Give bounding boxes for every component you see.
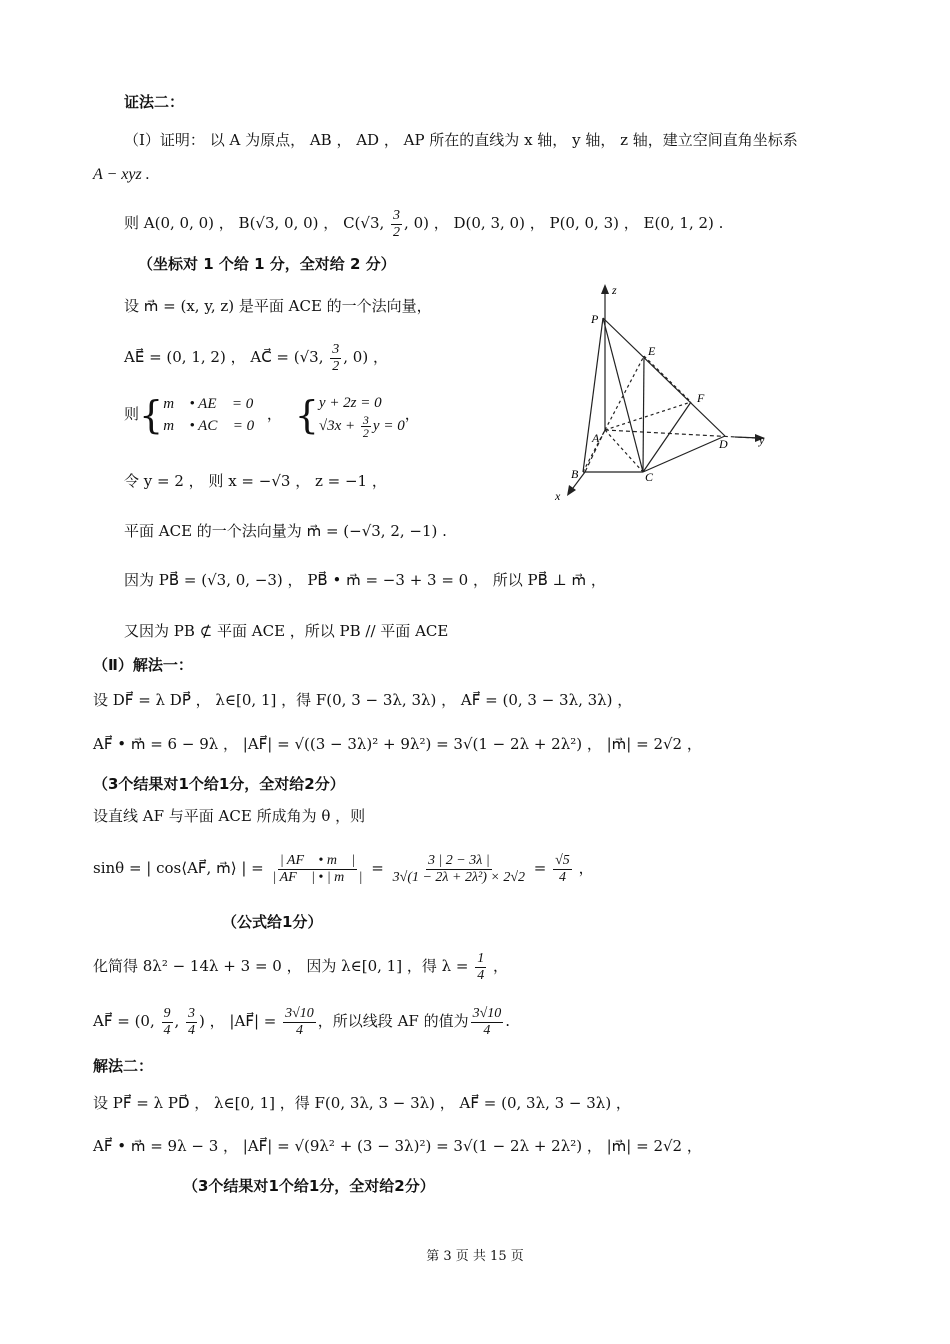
coords-fraction	[391, 208, 402, 241]
sine-fraction-1: $\frac{| AF⃗ • m⃗ |}{| AF⃗ | • | m⃗ |}$	[272, 852, 363, 885]
angle-definition: 设直线 AF 与平面 ACE 所成角为 θ ，则	[93, 807, 366, 825]
sine-formula: sinθ = | cos⟨AF⃗, m⃗⟩ | = $\frac{| AF⃗ • m⃗ |}{| AF⃗ | • | m⃗ |}$ = $\frac{3 | 2 - 3\lambda |}{\text{3√(1 − 2λ + 2λ²) × 2√2}}$ = $\frac{√5}{4}$ ，	[93, 852, 594, 885]
label-b: B	[571, 467, 579, 481]
score-note-2: （3个结果对1个给1分，全对给2分）	[93, 775, 345, 793]
y-axis-hidden	[605, 430, 755, 438]
ae-ac-vectors	[124, 338, 388, 376]
segment-ae	[605, 356, 644, 430]
label-p: P	[591, 312, 599, 326]
part1-intro: （Ⅰ）证明： 以 A 为原点， AB ， AD ， AP 所在的直线为 x 轴， y 轴， z 轴，建立空间直角坐标系	[124, 131, 798, 149]
equation-system: 则{ m⃗ • AE⃗ = 0 m⃗ • AC⃗ = 0 ， { y + 2z = 0 √3x + $\frac{3}{2}$ y = 0 ，	[124, 393, 420, 440]
label-c: C	[645, 470, 654, 484]
label-z: z	[612, 283, 617, 297]
label-y: y	[759, 433, 765, 447]
fraction-numerator: 3	[332, 341, 340, 357]
system-prefix: 则	[124, 405, 140, 423]
let-y-line: 令 y = 2 ， 则 x = −√3 ， z = −1 ，	[124, 472, 387, 490]
label-d: D	[719, 437, 728, 451]
pb-parallel-conclusion: 又因为 PB ⊄ 平面 ACE ，所以 PB // 平面 ACE	[124, 622, 449, 640]
edge-pc	[603, 318, 643, 472]
solution2-line2: AF⃗ • m⃗ = 9λ − 3 ， |AF⃗| = √(9λ² + (3 − 3λ)²) = 3√(1 − 2λ + 2λ²) ， |m⃗| = 2√2 ，	[93, 1137, 702, 1155]
pb-perpendicular-line: 因为 PB⃗ = (√3, 0, −3) ， PB⃗ • m⃗ = −3 + 3 = 0 ， 所以 PB⃗ ⊥ m⃗ ，	[124, 571, 606, 589]
af-result-line: AF⃗ = (0, $\frac{9}{4}$ , $\frac{3}{4}$ ) ， |AF⃗| = $\frac{3√10}{4}$ ，所以线段 AF 的值为 $\frac{3√10}{4}$ .	[93, 1005, 511, 1038]
pyramid-figure	[545, 280, 775, 505]
solution2-line1: 设 PF⃗ = λ PD⃗ ， λ∈[0, 1] ，得 F(0, 3λ, 3 − 3λ) ， AF⃗ = (0, 3λ, 3 − 3λ) ，	[93, 1094, 631, 1112]
label-e: E	[648, 344, 656, 358]
fraction-denominator: 2	[393, 224, 401, 240]
coordinates-line	[124, 204, 723, 242]
part2-heading: （Ⅱ）解法一：	[93, 656, 193, 674]
solution1-line2: AF⃗ • m⃗ = 6 − 9λ ， |AF⃗| = √((3 − 3λ)² + 9λ²) = 3√(1 − 2λ + 2λ²) ， |m⃗| = 2√2 ，	[93, 735, 702, 753]
af-fraction-4: $\frac{3√10}{4}$	[472, 1005, 502, 1038]
edge-pb	[583, 318, 603, 472]
sine-fraction-3: $\frac{√5}{4}$	[555, 852, 570, 885]
sine-lhs: sinθ = | cos⟨AF⃗, m⃗⟩ | =	[93, 859, 269, 877]
system-eq-1: m⃗ • AE⃗ = 0	[163, 396, 254, 412]
normal-vector-result: 平面 ACE 的一个法向量为 m⃗ = (−√3, 2, −1) .	[124, 522, 447, 540]
method2-heading: 证法二：	[124, 93, 185, 111]
label-x: x	[555, 489, 561, 503]
page-footer: 第 3 页 共 15 页	[426, 1249, 524, 1264]
segment-ef	[644, 356, 691, 402]
segment-af	[605, 402, 691, 430]
score-note-1: （坐标对 1 个给 1 分，全对给 2 分）	[138, 255, 396, 273]
fraction-denominator: 2	[332, 358, 340, 374]
system-right	[319, 392, 405, 439]
af-fraction-3: $\frac{3√10}{4}$	[285, 1005, 314, 1038]
coordinate-system-name: A − xyz .	[93, 166, 150, 183]
score-note-4: （3个结果对1个给1分，全对给2分）	[183, 1177, 435, 1195]
left-brace: {	[139, 393, 164, 437]
score-note-3: （公式给1分）	[222, 913, 323, 931]
right-brace: {	[294, 393, 319, 437]
ae-vector: AE⃗ = (0, 1, 2) ， AC⃗ = (√3,	[124, 348, 329, 366]
simplify-line: 化简得 8λ² − 14λ + 3 = 0 ， 因为 λ∈[0, 1] ，得 λ = $\frac{1}{4}$ ，	[93, 950, 508, 983]
fraction-numerator: 3	[393, 207, 401, 223]
method2-solution-heading: 解法二：	[93, 1057, 154, 1075]
ac-fraction	[330, 342, 341, 375]
lambda-fraction: $\frac{1}{4}$	[477, 950, 485, 983]
af-fraction-1: $\frac{9}{4}$	[163, 1005, 171, 1038]
solution1-line1: 设 DF⃗ = λ DP⃗ ， λ∈[0, 1] ，得 F(0, 3 − 3λ, 3λ) ， AF⃗ = (0, 3 − 3λ, 3λ) ，	[93, 691, 633, 709]
coords-prefix: 则 A(0, 0, 0) ， B(√3, 0, 0) ， C(√3,	[124, 214, 390, 232]
normal-vector-definition: 设 m⃗ = (x, y, z) 是平面 ACE 的一个法向量，	[124, 297, 432, 315]
z-arrow-icon	[601, 284, 609, 294]
edge-ec	[643, 356, 644, 472]
af-fraction-2: $\frac{3}{4}$	[188, 1005, 196, 1038]
label-a: A	[592, 431, 600, 445]
system-eq-2: m⃗ • AC⃗ = 0	[163, 418, 255, 434]
edge-pd	[603, 318, 725, 436]
label-f: F	[697, 391, 705, 405]
system-eq-3: y + 2z = 0	[318, 394, 382, 411]
sine-fraction-2: $\frac{3 | 2 - 3\lambda |}{\text{3√(1 − 2λ + 2λ²) × 2√2}}$	[392, 852, 525, 885]
system-left	[163, 393, 254, 437]
coords-suffix: , 0) ， D(0, 3, 0) ， P(0, 0, 3) ， E(0, 1, 2) .	[404, 214, 724, 232]
system-eq-4: √3x + $\frac{3}{2}$ y = 0	[318, 412, 405, 440]
ac-suffix: , 0) ，	[343, 348, 388, 366]
